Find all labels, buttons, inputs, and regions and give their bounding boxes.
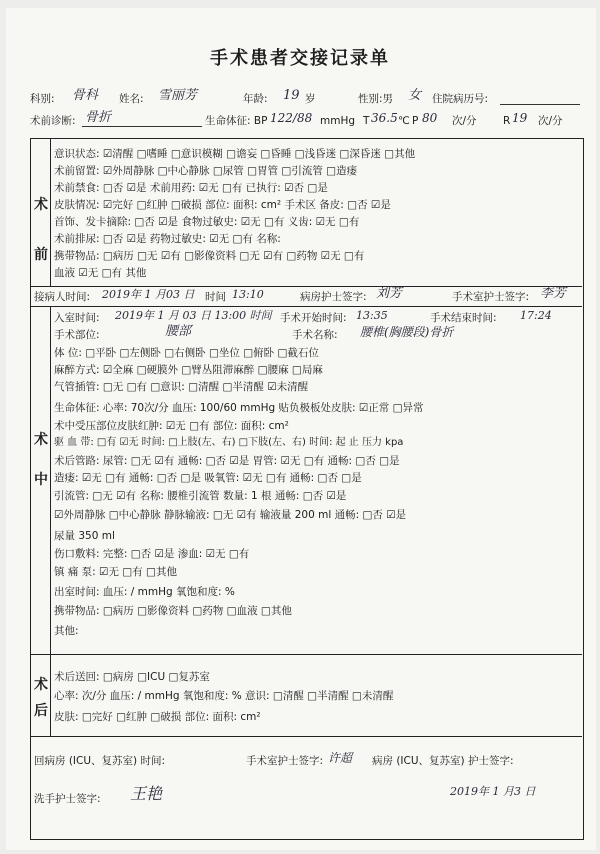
op-name-label: 手术名称: [292,329,338,341]
receive-time-label: 时间 [205,291,226,303]
intra-row: 其他: [54,625,79,637]
intra-row: 气管插管: □无 □有 □意识: □清醒 □半清醒 ☑未清醒 [54,381,309,393]
ward-sign-label: 病房 (ICU、复苏室) 护士签字: [372,755,514,767]
intra-row: 尿量 350 ml [54,530,115,542]
op-end-label: 手术结束时间: [430,312,497,324]
receive-time-value: 13:10 [232,288,264,301]
post-end-line [30,736,582,737]
t-value: 36.5 [371,111,398,125]
age-value: 19 [283,88,300,103]
op-site-label: 手术部位: [54,329,100,341]
post-divider [50,654,51,736]
or-nurse-sign: 李芳 [540,286,567,301]
name-value: 雪丽芳 [158,88,198,103]
pre-row: 血液 ☑无 □有 其他 [54,267,147,279]
intra-row: 镇 痛 泵: ☑无 □有 □其他 [54,566,177,578]
p-label: P [412,115,419,127]
admission-line [500,104,580,105]
post-row: 心率: 次/分 血压: / mmHg 氧饱和度: % 意识: □清醒 □半清醒 □未清醒 [54,690,394,702]
pre-row: 携带物品: □病历 □无 ☑有 □影像资料 □无 ☑有 □药物 ☑无 □有 [54,250,365,262]
r-label: R [503,115,511,127]
room-in-value: 2019年 1 月 03 日 13:00 时间 [115,309,272,322]
intra-row: 携带物品: □病历 □影像资料 □药物 □血液 □其他 [54,605,292,617]
pre-side-label: 术前 [34,197,48,263]
intra-row: 术后管路: 尿管: □无 ☑有 通畅: □否 ☑是 胃管: ☑无 □有 通畅: □否 □是 [54,455,400,467]
pre-row: 术前留置: ☑外周静脉 □中心静脉 □尿管 □胃管 □引流管 □造瘘 [54,165,358,177]
receive-label: 接病人时间: [34,291,91,303]
admission-label: 住院病历号: [432,93,489,105]
intra-row: 术中受压部位皮肤红肿: ☑无 □有 部位: 面积: cm² [54,420,289,432]
bp-unit: mmHg [320,115,356,127]
room-in-label: 入室时间: [54,312,100,324]
intra-row: 造瘘: ☑无 □有 通畅: □否 □是 吸氧管: ☑无 □有 通畅: □否 □是 [54,472,362,484]
intra-divider [50,306,51,654]
intra-row: 生命体征: 心率: 70次/分 血压: 100/60 mmHg 贴负极板处皮肤: ☑正常 □异常 [54,402,424,414]
or-sign-value: 许超 [328,751,353,765]
p-unit: 次/分 [452,115,477,127]
pre-row: 术前排尿: □否 ☑是 药物过敏史: ☑无 □有 名称: [54,233,281,245]
intra-row: 麻醉方式: ☑全麻 □硬膜外 □臂丛阻滞麻醉 □腰麻 □局麻 [54,364,323,376]
op-start-label: 手术开始时间: [280,312,347,324]
diagnosis-value: 骨折 [85,110,112,125]
ward-nurse-sign: 刘芳 [376,286,403,301]
or-sign-label: 手术室护士签字: [246,755,324,767]
t-label: T [363,115,370,127]
intra-row: 引流管: □无 ☑有 名称: 腰椎引流管 数量: 1 根 通畅: □否 ☑是 [54,490,347,502]
form-title: 手术患者交接记录单 [210,48,390,69]
dept-label: 科别: [30,93,55,105]
post-row: 术后送回: □病房 □ICU □复苏室 [54,671,210,683]
sign-date: 2019年 1 月3 日 [450,785,536,798]
r-value: 19 [512,111,528,125]
op-name-value: 腰椎(胸腰段)骨折 [360,325,454,339]
intra-row: 出室时间: 血压: / mmHg 氧饱和度: % [54,586,235,598]
op-start-value: 13:35 [356,309,388,322]
op-end-value: 17:24 [520,309,552,322]
age-unit: 岁 [305,93,316,105]
pre-row: 首饰、发卡摘除: □否 ☑是 食物过敏史: ☑无 □有 义齿: ☑无 □有 [54,216,360,228]
pre-row: 皮肤情况: ☑完好 □红肿 □破损 部位: 面积: cm² 手术区 备皮: □否 ☑是 [54,199,391,211]
receive-date: 2019年 1 月03 日 [102,288,195,301]
ward-nurse-label: 病房护士签字: [300,291,367,303]
age-label: 年龄: [243,93,268,105]
sex-value: 女 [408,88,422,103]
t-unit: ℃ [398,115,410,127]
diagnosis-label: 术前诊断: [30,115,76,127]
r-unit: 次/分 [538,115,563,127]
intra-row: 体 位: □平卧 □左侧卧 □右侧卧 □坐位 □俯卧 □截石位 [54,347,319,359]
diagnosis-line [82,126,202,127]
p-value: 80 [422,111,438,125]
pre-row: 术前禁食: □否 ☑是 术前用药: ☑无 □有 已执行: ☑否 □是 [54,182,328,194]
intra-end-line [30,654,582,655]
dept-value: 骨科 [72,88,99,103]
scrub-nurse-sign: 王艳 [130,784,163,803]
intra-side-label: 术中 [34,432,48,488]
bp-value: 122/88 [270,111,313,125]
pre-row: 意识状态: ☑清醒 □嗜睡 □意识模糊 □谵妄 □昏睡 □浅昏迷 □深昏迷 □其他 [54,148,416,160]
pre-end-line [30,286,582,287]
return-time-label: 回病房 (ICU、复苏室) 时间: [34,755,166,767]
name-label: 姓名: [119,93,144,105]
scrub-nurse-label: 洗手护士签字: [34,793,101,805]
intra-row: 伤口敷料: 完整: □否 ☑是 渗血: ☑无 □有 [54,548,250,560]
vitals-label: 生命体征: BP [205,115,268,127]
post-side-label: 术后 [34,677,48,719]
post-row: 皮肤: □完好 □红肿 □破损 部位: 面积: cm² [54,711,261,723]
or-nurse-label: 手术室护士签字: [452,291,530,303]
sex-label: 性别:男 [358,93,394,105]
op-site-value: 腰部 [165,324,192,339]
receive-end-line [30,306,582,307]
intra-row: 驱 血 带: □有 ☑无 时间: □上肢(左、右) □下肢(左、右) 时间: 起 止 压力 kpa [54,437,404,448]
intra-row: ☑外周静脉 □中心静脉 静脉输液: □无 ☑有 输液量 200 ml 通畅: □否 ☑是 [54,509,407,521]
pre-divider [50,138,51,286]
